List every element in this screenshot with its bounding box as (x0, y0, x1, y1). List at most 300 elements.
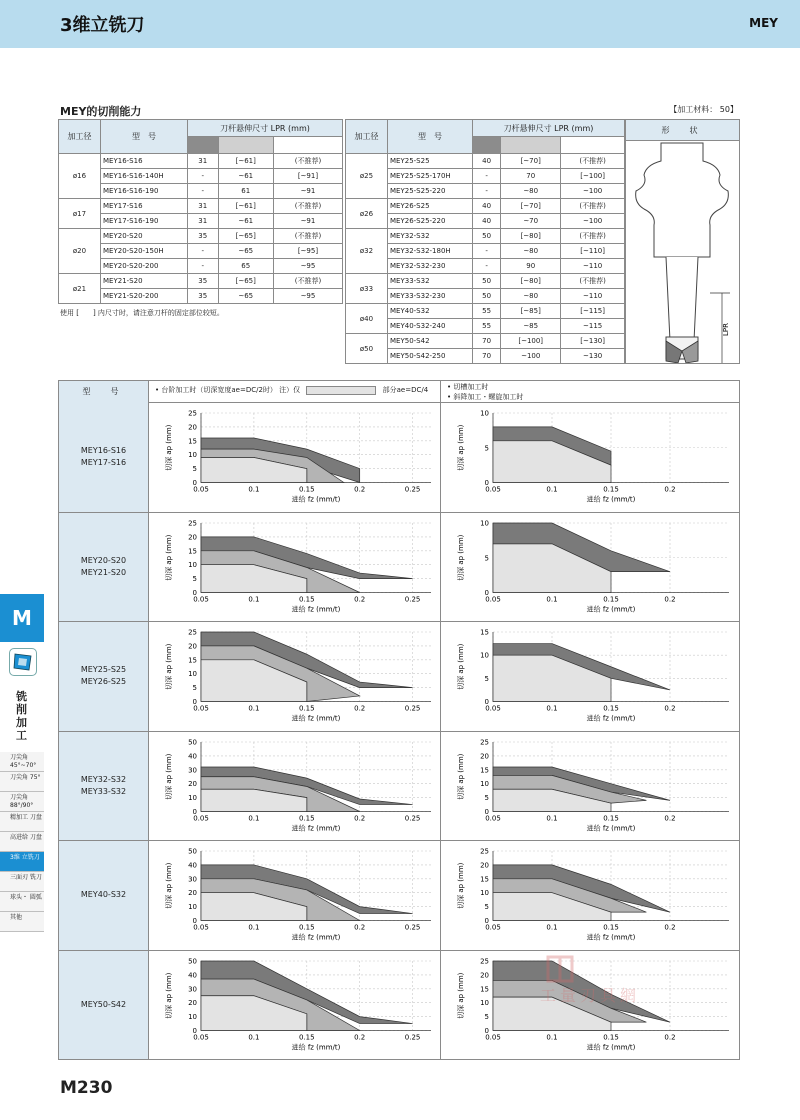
side-menu-item[interactable]: 3维 立铣刀 (0, 852, 44, 872)
y-tick-label: 0 (192, 698, 197, 706)
legend-note: 部分ae=DC/4 (382, 386, 429, 394)
lpr-a-cell: 31 (188, 199, 219, 214)
x-axis-label: 进给 fz (mm/t) (291, 824, 341, 832)
table-row (59, 259, 343, 274)
section-title: MEY的切削能力 (60, 105, 142, 118)
table-row (346, 319, 625, 334)
lpr-c-cell: (不推荐) (561, 274, 625, 289)
y-tick-label: 5 (484, 1012, 489, 1021)
y-tick-label: 0 (484, 698, 489, 706)
lpr-a-cell: 31 (188, 154, 219, 169)
model-cell: MEY16-S16-190 (101, 184, 188, 199)
model-cell: MEY21-S20 (101, 274, 188, 289)
spec-table-left (58, 119, 343, 304)
lpr-c-cell: (不推荐) (273, 274, 342, 289)
model-name: MEY26-S25 (80, 677, 127, 687)
legend-swatch (306, 386, 376, 395)
x-axis-label: 进给 fz (mm/t) (291, 933, 341, 942)
chart (441, 732, 737, 840)
y-axis-label: 切深 ap (mm) (165, 534, 173, 581)
slot-caption: • 切槽加工时 (447, 383, 489, 391)
lpr-b-cell: [~61] (218, 154, 273, 169)
x-tick-label: 0.2 (354, 704, 366, 713)
model-name: MEY21-S20 (80, 567, 127, 577)
lpr-b-cell: 70 (501, 169, 561, 184)
x-tick-label: 0.1 (248, 485, 260, 494)
chart (149, 403, 439, 511)
y-tick-label: 0 (484, 479, 489, 487)
x-tick-label: 0.15 (299, 704, 315, 713)
table-row (346, 169, 625, 184)
slot-chart-cell (441, 622, 739, 732)
model-name: MEY32-S32 (80, 774, 127, 784)
table-row (346, 184, 625, 199)
lpr-a-cell: - (188, 259, 219, 274)
x-tick-label: 0.15 (603, 595, 619, 603)
model-cell: MEY21-S20-200 (101, 289, 188, 304)
shoulder-chart-cell (149, 403, 441, 513)
lpr-b-cell: [~61] (218, 199, 273, 214)
x-axis-label: 进给 fz (mm/t) (586, 714, 636, 723)
lpr-c-cell: [~115] (561, 304, 625, 319)
y-axis-label: 切深 ap (mm) (457, 534, 465, 581)
side-menu-item[interactable]: 刀尖角 45°~70° (0, 752, 44, 772)
y-tick-label: 20 (188, 642, 197, 651)
table-row (346, 349, 625, 364)
y-tick-label: 5 (484, 903, 489, 912)
model-name: MEY20-S20 (80, 555, 127, 565)
table-row (59, 214, 343, 229)
table-row (346, 229, 625, 244)
x-tick-label: 0.05 (193, 704, 209, 713)
model-cell: MEY16-S16 (101, 154, 188, 169)
x-axis-label: 进给 fz (mm/t) (291, 714, 341, 723)
y-tick-label: 15 (480, 765, 489, 774)
y-tick-label: 20 (480, 861, 489, 870)
model-cell: MEY26-S25 (388, 199, 473, 214)
side-menu-item[interactable]: 三面刃 铣刀 (0, 872, 44, 892)
table-row (346, 259, 625, 274)
y-tick-label: 25 (188, 628, 197, 637)
x-tick-label: 0.05 (193, 485, 209, 494)
page-number: M230 (60, 1078, 113, 1098)
x-tick-label: 0.15 (603, 814, 619, 822)
lpr-b-cell: [~80] (501, 229, 561, 244)
x-tick-label: 0.1 (546, 814, 558, 822)
x-axis-label: 进给 fz (mm/t) (291, 1043, 341, 1051)
y-tick-label: 30 (188, 984, 197, 993)
lpr-b-cell: ~80 (501, 244, 561, 259)
col-lpr-dark (473, 137, 501, 154)
grid-col-model: 型 号 (59, 381, 149, 403)
side-menu-item[interactable]: 球头・ 圆弧 (0, 892, 44, 912)
model-name: MEY16-S16 (80, 446, 127, 456)
y-tick-label: 50 (188, 847, 197, 856)
y-tick-label: 50 (188, 738, 197, 746)
lpr-c-cell: [~130] (561, 334, 625, 349)
x-axis-label: 进给 fz (mm/t) (586, 824, 636, 832)
model-cell: MEY32-S32-180H (388, 244, 473, 259)
y-tick-label: 5 (192, 465, 197, 474)
side-menu-item[interactable]: 刀尖角 88°/90° (0, 792, 44, 812)
diameter-cell: ø16 (59, 154, 101, 199)
lpr-a-cell: 40 (473, 154, 501, 169)
x-axis-label: 进给 fz (mm/t) (586, 1043, 636, 1051)
y-tick-label: 10 (480, 409, 489, 418)
table-row (346, 304, 625, 319)
y-axis-label: 切深 ap (mm) (165, 643, 173, 690)
y-tick-label: 5 (192, 684, 197, 693)
col-lpr-white (273, 137, 342, 154)
row-model-label (59, 841, 149, 951)
y-axis-label: 切深 ap (mm) (165, 424, 173, 471)
y-tick-label: 0 (192, 917, 197, 925)
x-tick-label: 0.1 (546, 485, 558, 494)
x-tick-label: 0.1 (248, 704, 260, 713)
slot-chart-cell (441, 732, 739, 842)
y-axis-label: 切深 ap (mm) (457, 972, 465, 1019)
col-model: 型 号 (101, 120, 188, 154)
diameter-cell: ø25 (346, 154, 388, 199)
lpr-a-cell: 40 (473, 214, 501, 229)
chart (149, 732, 439, 840)
lpr-c-cell: (不推荐) (561, 199, 625, 214)
x-axis-label: 进给 fz (mm/t) (586, 605, 636, 613)
y-tick-label: 50 (188, 957, 197, 965)
row-model-label (59, 513, 149, 623)
y-tick-label: 15 (188, 546, 197, 555)
lpr-c-cell: (不推荐) (561, 154, 625, 169)
model-cell: MEY20-S20-200 (101, 259, 188, 274)
model-cell: MEY17-S16-190 (101, 214, 188, 229)
model-name: MEY33-S32 (80, 786, 127, 796)
lpr-c-cell: ~130 (561, 349, 625, 364)
shoulder-caption: • 台阶加工时（切深宽度ae=DC/2时） 注）仅 (155, 386, 301, 394)
section-tab-m[interactable]: M (0, 594, 44, 642)
y-tick-label: 20 (188, 423, 197, 432)
x-axis-label: 进给 fz (mm/t) (586, 495, 636, 504)
table-row (59, 244, 343, 259)
x-tick-label: 0.05 (485, 595, 501, 603)
model-cell: MEY25-S25-220 (388, 184, 473, 199)
x-tick-label: 0.25 (404, 595, 421, 603)
lpr-a-cell: 55 (473, 304, 501, 319)
chart (441, 513, 737, 621)
table-row (59, 289, 343, 304)
lpr-c-cell: ~91 (273, 214, 342, 229)
col-lpr-light (218, 137, 273, 154)
lpr-b-cell: [~80] (501, 274, 561, 289)
chart (149, 513, 439, 621)
y-tick-label: 5 (484, 444, 489, 453)
x-tick-label: 0.15 (603, 704, 619, 713)
lpr-b-cell: ~61 (218, 214, 273, 229)
lpr-b-cell: ~65 (218, 244, 273, 259)
x-tick-label: 0.05 (485, 814, 501, 822)
y-tick-label: 40 (188, 970, 197, 979)
x-tick-label: 0.25 (404, 814, 421, 822)
shoulder-chart-cell (149, 732, 441, 842)
model-cell: MEY20-S20-150H (101, 244, 188, 259)
ramp-caption: • 斜降加工・螺旋加工时 (447, 393, 524, 401)
y-tick-label: 15 (480, 628, 489, 637)
model-cell: MEY26-S25-220 (388, 214, 473, 229)
lpr-b-cell: 90 (501, 259, 561, 274)
table-row (346, 244, 625, 259)
side-menu-item[interactable]: 刀尖角 75° (0, 772, 44, 792)
lpr-a-cell: 70 (473, 334, 501, 349)
shape-header: 形 状 (626, 120, 739, 141)
y-tick-label: 0 (192, 807, 197, 816)
lpr-c-cell: ~100 (561, 214, 625, 229)
lpr-a-cell: - (473, 244, 501, 259)
x-tick-label: 0.15 (299, 814, 315, 822)
lpr-c-cell: ~95 (273, 259, 342, 274)
lpr-a-cell: 50 (473, 274, 501, 289)
x-tick-label: 0.2 (354, 485, 366, 494)
x-axis-label: 进给 fz (mm/t) (291, 495, 341, 504)
table-row (346, 274, 625, 289)
table-row (59, 184, 343, 199)
slot-chart-cell (441, 513, 739, 623)
diameter-cell: ø20 (59, 229, 101, 274)
y-axis-label: 切深 ap (mm) (165, 862, 173, 909)
lpr-a-cell: 40 (473, 199, 501, 214)
lpr-a-cell: - (473, 259, 501, 274)
lpr-a-cell: - (473, 169, 501, 184)
col-lpr: 刀杆悬伸尺寸 LPR (mm) (188, 120, 343, 137)
spec-table-right (345, 119, 625, 364)
x-tick-label: 0.05 (193, 595, 209, 603)
y-tick-label: 0 (192, 1026, 197, 1035)
y-tick-label: 30 (188, 875, 197, 884)
x-tick-label: 0.1 (546, 704, 558, 713)
x-tick-label: 0.25 (404, 923, 421, 932)
model-cell: MEY25-S25 (388, 154, 473, 169)
lpr-a-cell: 50 (473, 229, 501, 244)
y-tick-label: 0 (484, 807, 489, 816)
row-model-label (59, 732, 149, 842)
y-tick-label: 10 (480, 779, 489, 788)
col-lpr-white (561, 137, 625, 154)
y-tick-label: 10 (480, 889, 489, 898)
table-row (59, 154, 343, 169)
lpr-b-cell: ~80 (501, 184, 561, 199)
slot-chart-cell (441, 403, 739, 513)
y-tick-label: 20 (188, 998, 197, 1007)
diameter-cell: ø33 (346, 274, 388, 304)
x-tick-label: 0.1 (248, 1033, 260, 1041)
watermark-logo-icon (540, 955, 580, 985)
diameter-cell: ø32 (346, 229, 388, 274)
y-tick-label: 20 (188, 889, 197, 898)
y-tick-label: 15 (188, 437, 197, 446)
lpr-a-cell: 55 (473, 319, 501, 334)
shoulder-chart-cell (149, 951, 441, 1061)
slot-chart-cell (441, 841, 739, 951)
lpr-a-cell: 35 (188, 274, 219, 289)
y-axis-label: 切深 ap (mm) (457, 753, 465, 800)
x-tick-label: 0.2 (354, 1033, 366, 1041)
table-row (59, 274, 343, 289)
lpr-b-cell: ~85 (501, 319, 561, 334)
lpr-a-cell: - (188, 169, 219, 184)
lpr-c-cell: ~95 (273, 289, 342, 304)
y-tick-label: 25 (188, 409, 197, 418)
model-cell: MEY16-S16-140H (101, 169, 188, 184)
y-axis-label: 切深 ap (mm) (165, 753, 173, 800)
y-tick-label: 5 (484, 793, 489, 802)
shoulder-chart-cell (149, 513, 441, 623)
chart (149, 622, 439, 730)
x-tick-label: 0.2 (664, 923, 676, 932)
watermark-text: 工量刃具網 (540, 986, 641, 1005)
lpr-b-cell: [~85] (501, 304, 561, 319)
lpr-b-cell: [~65] (218, 274, 273, 289)
x-tick-label: 0.15 (603, 485, 619, 494)
lpr-b-cell: 61 (218, 184, 273, 199)
lpr-a-cell: - (188, 244, 219, 259)
side-menu-item[interactable]: 其他 (0, 912, 44, 932)
y-tick-label: 10 (188, 560, 197, 569)
model-cell: MEY32-S32 (388, 229, 473, 244)
y-tick-label: 10 (188, 903, 197, 912)
diameter-cell: ø26 (346, 199, 388, 229)
x-axis-label: 进给 fz (mm/t) (291, 605, 341, 613)
y-tick-label: 25 (188, 519, 197, 527)
lpr-c-cell: [~110] (561, 244, 625, 259)
tool-drawing (626, 141, 739, 363)
x-tick-label: 0.05 (485, 704, 501, 713)
table-row (346, 289, 625, 304)
col-diameter: 加工径 (346, 120, 388, 154)
table-note: 使用 [ ] 内尺寸时，请注意刀杆的固定部位较短。 (60, 309, 224, 317)
side-menu-item[interactable]: 精加工 刀盘 (0, 812, 44, 832)
x-tick-label: 0.15 (299, 923, 315, 932)
y-tick-label: 0 (192, 479, 197, 487)
lpr-c-cell: (不推荐) (273, 229, 342, 244)
y-tick-label: 20 (480, 970, 489, 979)
lpr-a-cell: - (188, 184, 219, 199)
y-tick-label: 10 (188, 451, 197, 460)
y-tick-label: 25 (480, 847, 489, 856)
x-tick-label: 0.2 (664, 704, 676, 713)
lpr-b-cell: ~61 (218, 169, 273, 184)
col-model: 型 号 (388, 120, 473, 154)
grid-col-slot (441, 381, 739, 403)
x-tick-label: 0.25 (404, 704, 421, 713)
y-tick-label: 15 (188, 656, 197, 665)
x-tick-label: 0.1 (248, 814, 260, 822)
lpr-c-cell: ~110 (561, 259, 625, 274)
model-cell: MEY40-S32 (388, 304, 473, 319)
y-axis-label: 切深 ap (mm) (165, 972, 173, 1019)
shoulder-chart-cell (149, 841, 441, 951)
chart (149, 841, 439, 949)
table-row (59, 169, 343, 184)
y-tick-label: 20 (188, 532, 197, 541)
col-lpr-light (501, 137, 561, 154)
model-cell: MEY33-S32 (388, 274, 473, 289)
y-tick-label: 20 (188, 779, 197, 788)
x-tick-label: 0.2 (354, 595, 366, 603)
lpr-a-cell: 35 (188, 289, 219, 304)
lpr-b-cell: ~100 (501, 349, 561, 364)
col-lpr: 刀杆悬伸尺寸 LPR (mm) (473, 120, 625, 137)
lpr-b-cell: ~65 (218, 289, 273, 304)
y-tick-label: 25 (480, 738, 489, 746)
lpr-c-cell: (不推荐) (561, 229, 625, 244)
lpr-c-cell: (不推荐) (273, 154, 342, 169)
model-name: MEY25-S25 (80, 665, 127, 675)
x-tick-label: 0.05 (485, 1033, 501, 1041)
lpr-c-cell: [~100] (561, 169, 625, 184)
model-cell: MEY50-S42 (388, 334, 473, 349)
side-menu (0, 752, 44, 932)
x-tick-label: 0.1 (248, 595, 260, 603)
lpr-c-cell: (不推荐) (273, 199, 342, 214)
lpr-a-cell: 70 (473, 349, 501, 364)
holder-shank (636, 143, 729, 359)
row-model-label (59, 951, 149, 1061)
x-axis-label: 进给 fz (mm/t) (586, 933, 636, 942)
table-row (346, 214, 625, 229)
y-tick-label: 10 (480, 651, 489, 660)
y-tick-label: 10 (188, 1012, 197, 1021)
x-tick-label: 0.2 (354, 814, 366, 822)
tool-shape-panel (625, 119, 740, 364)
row-model-label (59, 622, 149, 732)
y-axis-label: 切深 ap (mm) (457, 424, 465, 471)
model-cell: MEY25-S25-170H (388, 169, 473, 184)
x-tick-label: 0.05 (193, 923, 209, 932)
x-tick-label: 0.15 (603, 923, 619, 932)
x-tick-label: 0.2 (354, 923, 366, 932)
chart (441, 841, 737, 949)
side-menu-item[interactable]: 高进给 刀盘 (0, 832, 44, 852)
page-title: 3维立铣刀 (60, 15, 145, 36)
lpr-a-cell: 35 (188, 229, 219, 244)
x-tick-label: 0.05 (193, 1033, 209, 1041)
lpr-c-cell: ~110 (561, 289, 625, 304)
x-tick-label: 0.25 (404, 1033, 421, 1041)
y-tick-label: 0 (484, 1026, 489, 1035)
x-tick-label: 0.05 (193, 814, 209, 822)
table-row (346, 334, 625, 349)
milling-vertical-label: 铣削加工 (16, 690, 27, 742)
lpr-b-cell: [~70] (501, 154, 561, 169)
x-tick-label: 0.1 (546, 595, 558, 603)
lpr-label: LPR (722, 323, 730, 336)
grid-header (59, 381, 739, 403)
x-tick-label: 0.2 (664, 595, 676, 603)
page-header-bar (0, 0, 800, 48)
lpr-c-cell: [~95] (273, 244, 342, 259)
diameter-cell: ø40 (346, 304, 388, 334)
model-name: MEY17-S16 (80, 458, 127, 468)
shoulder-chart-cell (149, 622, 441, 732)
diameter-cell: ø17 (59, 199, 101, 229)
x-tick-label: 0.15 (603, 1033, 619, 1041)
col-lpr-dark (188, 137, 219, 154)
y-axis-label: 切深 ap (mm) (457, 862, 465, 909)
y-tick-label: 40 (188, 861, 197, 870)
model-cell: MEY17-S16 (101, 199, 188, 214)
lpr-a-cell: 31 (188, 214, 219, 229)
x-tick-label: 0.2 (664, 485, 676, 494)
table-row (346, 154, 625, 169)
model-cell: MEY50-S42-250 (388, 349, 473, 364)
